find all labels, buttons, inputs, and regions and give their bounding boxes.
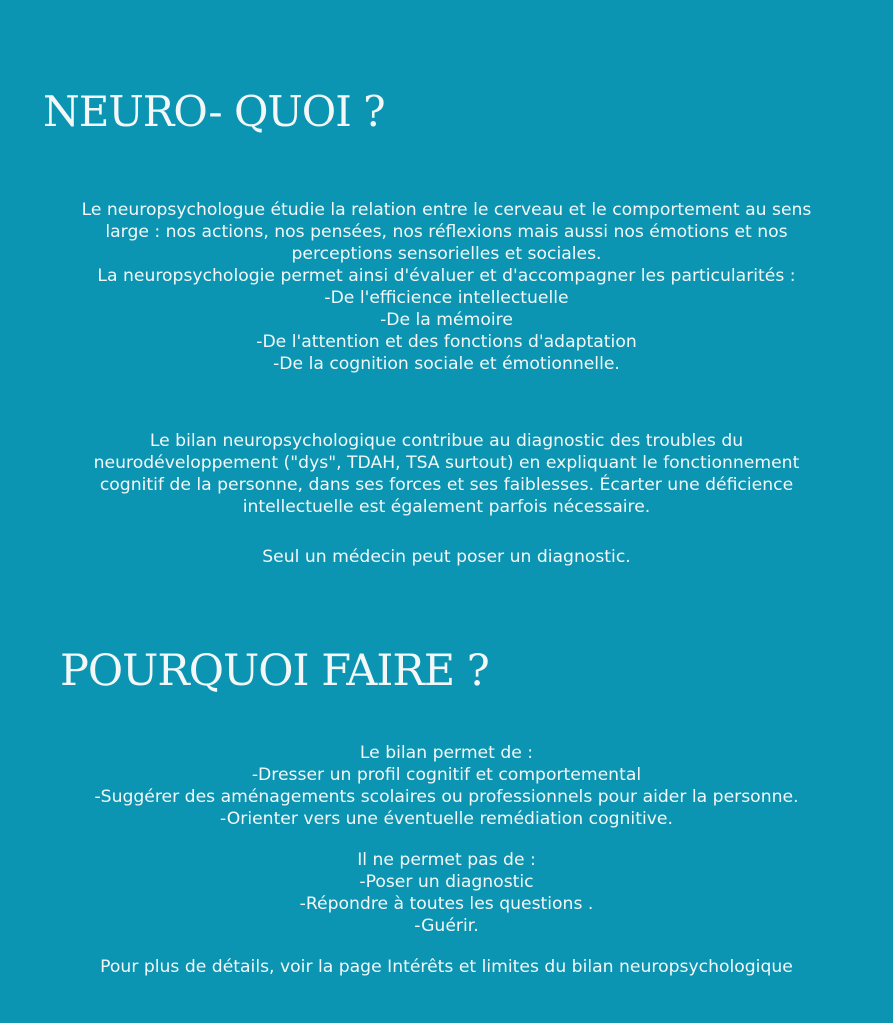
text-line: Seul un médecin peut poser un diagnostic. — [262, 547, 631, 567]
list-heading: Il ne permet pas de : — [357, 850, 536, 870]
text-line: Le bilan neuropsychologique contribue au diagnostic des troubles du — [149, 431, 744, 451]
list-item: -Suggérer des aménagements scolaires ou professionnels pour aider la personne. — [94, 787, 799, 807]
list-item: -De la cognition sociale et émotionnelle. — [273, 354, 620, 374]
list-item: -Poser un diagnostic — [359, 872, 534, 892]
text-line: Le neuropsychologue étudie la relation entre le cerveau et le comportement au sens — [81, 200, 812, 220]
bilan-paragraph — [0, 430, 893, 518]
neuro-intro-paragraph — [0, 199, 893, 375]
text-line: neurodéveloppement ("dys", TDAH, TSA surtout) en expliquant le fonctionnement — [93, 453, 800, 473]
details-text: Pour plus de détails, voir la page Intérêts et limites du bilan neuropsychologique — [100, 957, 793, 977]
list-item: -Guérir. — [414, 916, 479, 936]
list-item: -De l'efficience intellectuelle — [324, 288, 569, 308]
purpose-list — [0, 742, 893, 830]
list-item: -De la mémoire — [380, 310, 513, 330]
section-title-pourquoi-faire: POURQUOI FAIRE ? — [60, 646, 489, 696]
details-reference — [0, 956, 893, 978]
text-line: large : nos actions, nos pensées, nos réflexions mais aussi nos émotions et nos — [105, 222, 788, 242]
section-title-neuro-quoi: NEURO- QUOI ? — [43, 87, 385, 136]
list-item: -Répondre à toutes les questions . — [299, 894, 594, 914]
list-item: -Dresser un profil cognitif et comportemental — [251, 765, 642, 785]
text-line: intellectuelle est également parfois nécessaire. — [242, 497, 651, 517]
list-heading: Le bilan permet de : — [359, 743, 534, 763]
list-item: -Orienter vers une éventuelle remédiation cognitive. — [220, 809, 673, 829]
diagnostic-note — [0, 546, 893, 568]
text-line: perceptions sensorielles et sociales. — [291, 244, 602, 264]
limits-list — [0, 849, 893, 937]
text-line: cognitif de la personne, dans ses forces et ses faiblesses. Écarter une déficience — [99, 475, 794, 495]
text-line: La neuropsychologie permet ainsi d'évaluer et d'accompagner les particularités : — [97, 266, 796, 286]
list-item: -De l'attention et des fonctions d'adaptation — [256, 332, 637, 352]
